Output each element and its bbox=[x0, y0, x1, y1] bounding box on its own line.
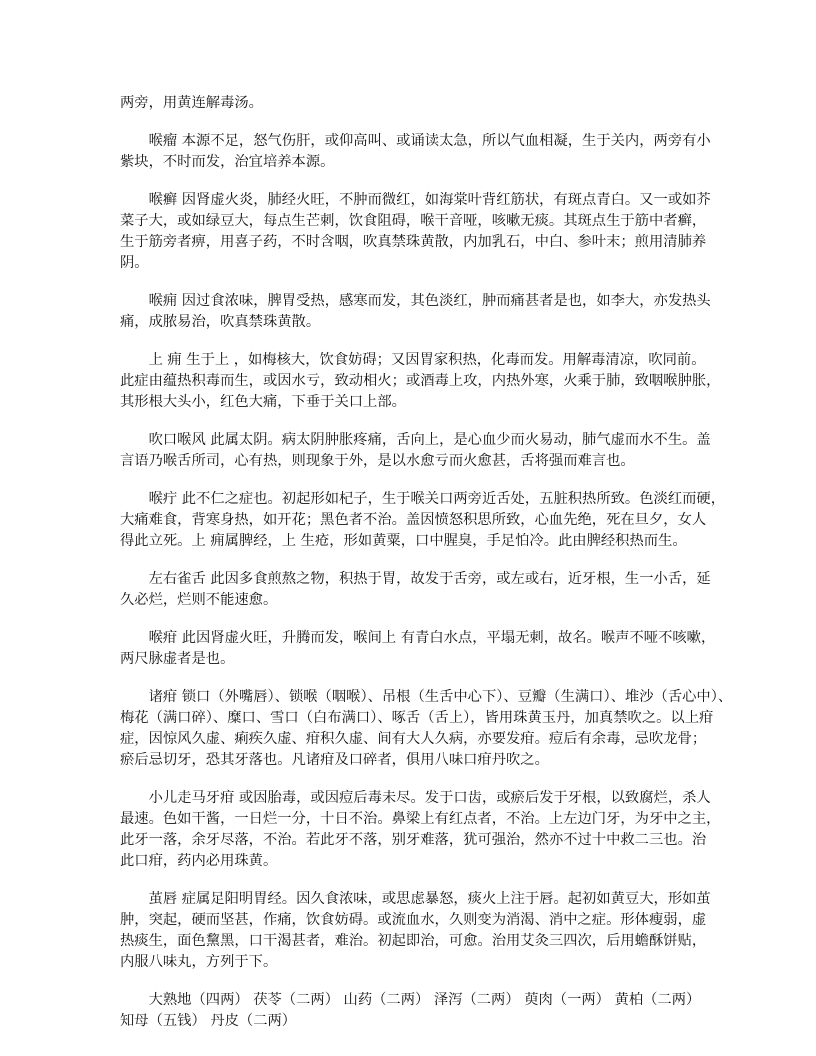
paragraph bbox=[120, 569, 711, 611]
text-line: 得此立死。上 痈属脾经，上 生疮，形如黄粟，口中腥臭，手足怕冷。此由脾经积热而生。 bbox=[120, 533, 687, 549]
text-line: 左右雀舌 此因多食煎熬之物，积热于胃，故发于舌旁，或左或右，近牙根，生一小舌，延 bbox=[148, 571, 711, 587]
text-line: 此口疳，药内必用珠黄。 bbox=[120, 853, 278, 869]
paragraph bbox=[120, 628, 716, 670]
paragraph bbox=[120, 291, 711, 333]
paragraph bbox=[120, 131, 711, 173]
paragraph bbox=[120, 430, 711, 472]
text-line: 小儿走马牙疳 或因胎毒，或因痘后毒未尽。发于口齿，或瘀后发于牙根，以致腐烂，杀人 bbox=[148, 790, 711, 806]
text-line: 茧唇 症属足阳明胃经。因久食浓味，或思虑暴怒，痰火上注于唇。起初如黄豆大，形如茧 bbox=[148, 891, 711, 907]
text-line: 热痰生，面色黧黑，口干渴甚者，难治。初起即治，可愈。治用艾灸三四次，后用蟾酥饼贴， bbox=[120, 933, 707, 949]
paragraph bbox=[120, 788, 721, 872]
paragraph bbox=[120, 489, 726, 552]
text-line: 知母（五钱） 丹皮（二两） bbox=[120, 1013, 297, 1029]
text-line: 梅花（满口碎）、糜口、雪口（白布满口）、啄舌（舌上），皆用珠黄玉丹，加真禁吹之。以上疳 bbox=[120, 710, 714, 726]
paragraph bbox=[120, 990, 700, 1032]
text-line: 阴。 bbox=[120, 255, 149, 271]
text-line: 菜子大，或如绿豆大，每点生芒刺，饮食阻碍，喉干音哑，咳嗽无痰。其斑点生于筋中者癣， bbox=[120, 213, 707, 229]
paragraph bbox=[120, 190, 711, 274]
paragraph bbox=[120, 93, 700, 114]
text-line: 诸疳 锁口（外嘴唇）、锁喉（咽喉）、吊根（生舌中心下）、豆瓣（生满口）、堆沙（舌心中）、 bbox=[148, 689, 733, 705]
text-line: 肿，突起，硬而坚甚，作痛，饮食妨碍。或流血水，久则变为消渴、消中之症。形体瘦弱，虚 bbox=[120, 912, 707, 928]
text-line: 大痛难食，背寒身热，如开花；黑色者不治。盖因愤怒积思所致，心血先绝，死在旦夕，女人 bbox=[120, 512, 707, 528]
text-line: 吹口喉风 此属太阴。病太阴肿胀疼痛，舌向上，是心血少而火易动，肺气虚而水不生。盖 bbox=[148, 432, 711, 448]
text-line: 喉癣 因肾虚火炎，肺经火旺，不肿而微红，如海棠叶背红筋状，有斑点青白。又一或如芥 bbox=[148, 192, 711, 208]
text-line: 久必烂，烂则不能速愈。 bbox=[120, 592, 278, 608]
paragraph bbox=[120, 350, 721, 413]
paragraph bbox=[120, 889, 711, 973]
text-line: 其形根大头小，红色大痛，下垂于关口上部。 bbox=[120, 394, 406, 410]
text-line: 大熟地（四两） 茯苓（二两） 山药（二两） 泽泻（二两） 萸肉（一两） 黄柏（二两） bbox=[148, 992, 701, 1008]
text-line: 此症由蕴热积毒而生，或因水亏，致动相火；或酒毒上攻，内热外寒，火乘于肺，致咽喉肿胀， bbox=[120, 373, 721, 389]
text-line: 喉瘤 本源不足，怒气伤肝，或仰高叫、或诵读太急，所以气血相凝，生于关内，两旁有小 bbox=[148, 133, 711, 149]
text-line: 喉疔 此不仁之症也。初起形如杞子，生于喉关口两旁近舌处，五脏积热所致。色淡红而硬， bbox=[148, 491, 726, 507]
text-line: 紫块，不时而发，治宜培养本源。 bbox=[120, 154, 335, 170]
text-line: 喉痈 因过食浓味，脾胃受热，感寒而发，其色淡红，肿而痛甚者是也，如李大，亦发热头 bbox=[148, 293, 711, 309]
text-line: 内服八味丸，方列于下。 bbox=[120, 954, 278, 970]
text-line: 两尺脉虚者是也。 bbox=[120, 651, 235, 667]
text-line: 生于筋旁者痹，用喜子药，不时含咽，吹真禁珠黄散，内加乳石，中白、参叶末；煎用清肺养 bbox=[120, 234, 707, 250]
text-line: 此牙一落，余牙尽落，不治。若此牙不落，别牙难落，犹可强治，然亦不过十中救二三也。治 bbox=[120, 832, 707, 848]
text-line: 痛，成脓易治，吹真禁珠黄散。 bbox=[120, 314, 321, 330]
text-line: 症，因惊风久虚、痢疾久虚、疳积久虚、间有大人久病，亦要发疳。痘后有余毒，忌吹龙骨； bbox=[120, 731, 707, 747]
document-page bbox=[120, 93, 733, 1049]
text-line: 言语乃喉舌所司，心有热，则现象于外，是以水愈亏而火愈甚，舌将强而难言也。 bbox=[120, 453, 635, 469]
text-line: 瘀后忌切牙，恐其牙落也。凡诸疳及口碎者，俱用八味口疳丹吹之。 bbox=[120, 752, 549, 768]
text-line: 上 痈 生于上 ，如梅核大，饮食妨碍；又因胃家积热，化毒而发。用解毒清凉，吹同前。 bbox=[148, 352, 706, 368]
text-line: 喉疳 此因肾虚火旺，升腾而发，喉间上 有青白水点，平塌无刺，故名。喉声不哑不咳嗽， bbox=[148, 630, 716, 646]
text-line: 最速。色如干酱，一日烂一分，十日不治。鼻梁上有红点者，不治。上左边门牙，为牙中之主， bbox=[120, 811, 721, 827]
text-line: 两旁，用黄连解毒汤。 bbox=[120, 95, 263, 111]
paragraph bbox=[120, 687, 733, 771]
